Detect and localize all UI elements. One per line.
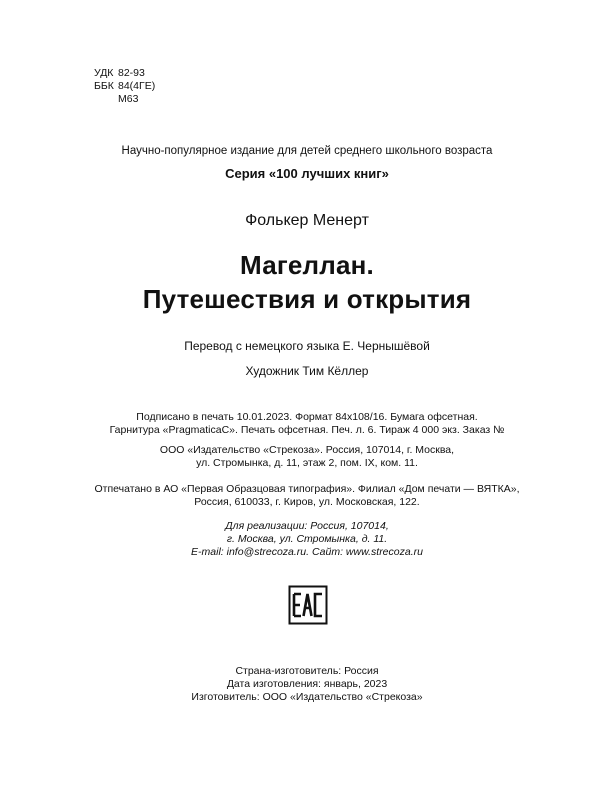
sales-info (0, 520, 614, 559)
bbk-label: ББК (94, 80, 114, 92)
manufacturer: Изготовитель: ООО «Издательство «Стрекоза» (191, 691, 423, 703)
author-name: Фолькер Менерт (245, 212, 369, 229)
manufacture-date: Дата изготовления: январь, 2023 (226, 678, 388, 690)
genre-note: Научно-популярное издание для детей среднего школьного возраста (121, 145, 493, 157)
artist-credit: Художник Тим Кёллер (245, 364, 369, 378)
udk-value: 82-93 (118, 67, 145, 79)
manufacturer-info (0, 665, 614, 704)
bbk-value: 84(4ГЕ) (118, 80, 156, 92)
country-of-origin: Страна-изготовитель: Россия (235, 665, 379, 677)
author-mark: М63 (118, 93, 139, 105)
printer-info (0, 483, 614, 509)
eac-mark-icon (288, 585, 328, 625)
sales-line: Для реализации: Россия, 107014, (225, 520, 389, 532)
book-title (0, 248, 614, 316)
sales-contacts: E-mail: info@strecoza.ru. Сайт: www.strecoza.ru (191, 546, 423, 558)
sales-line: г. Москва, ул. Стромынка, д. 11. (226, 533, 388, 545)
print-info-line: Гарнитура «PragmaticaC». Печать офсетная. Печ. л. 6. Тираж 4 000 экз. Заказ № (109, 424, 505, 436)
printer-line: Отпечатано в АО «Первая Образцовая типография». Филиал «Дом печати — ВЯТКА», (94, 483, 520, 495)
series-title: Серия «100 лучших книг» (225, 166, 389, 181)
classification-block (94, 67, 155, 106)
publisher-line: ООО «Издательство «Стрекоза». Россия, 107014, г. Москва, (159, 444, 455, 456)
translator-credit: Перевод с немецкого языка Е. Чернышёвой (184, 339, 430, 353)
publisher-line: ул. Стромынка, д. 11, этаж 2, пом. IX, ком. 11. (196, 457, 418, 469)
printer-line: Россия, 610033, г. Киров, ул. Московская, 122. (194, 496, 420, 508)
publisher-address (0, 444, 614, 470)
print-info (0, 411, 614, 437)
print-info-line: Подписано в печать 10.01.2023. Формат 84х108/16. Бумага офсетная. (136, 411, 478, 423)
udk-label: УДК (94, 67, 114, 79)
book-title-line-1: Магеллан. (240, 250, 374, 280)
book-title-line-2: Путешествия и открытия (142, 284, 472, 314)
